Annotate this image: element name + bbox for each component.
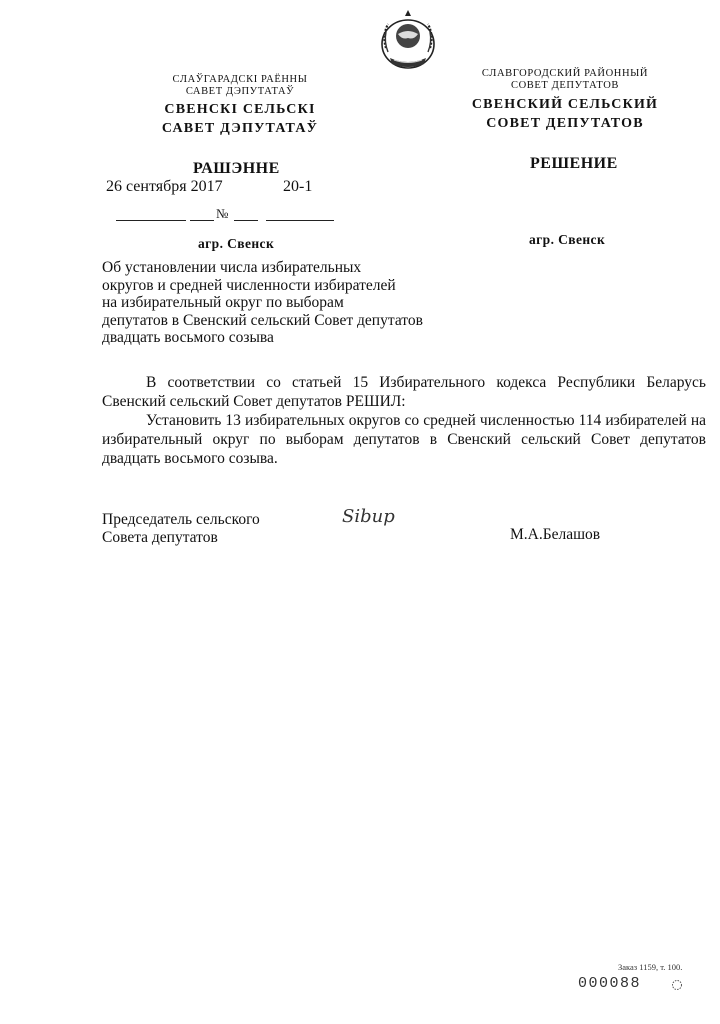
header-right-council-line1: СВЕНСКИЙ СЕЛЬСКИЙ [471,97,659,112]
date-underline-short [190,220,214,221]
title-russian: РЕШЕНИЕ [530,155,618,172]
date-underline [116,220,186,221]
header-left-council-line2: САВЕТ ДЭПУТАТАЎ [161,121,319,136]
subject-line: Об установлении числа избирательных [102,259,362,276]
subject-line: депутатов в Свенский сельский Совет депутатов [102,311,423,329]
number-underline [266,220,334,221]
print-order-note: Заказ 1159, т. 100. [618,962,683,972]
signer-position [102,511,260,547]
number-underline-short [234,220,258,221]
signer-position-line2: Совета депутатов [102,529,218,546]
body-paragraph-resolution: Установить 13 избирательных округов со средней численностью 114 избирателей на избирательный округ по выборам депутатов в Свенский сельский Совет депутатов двадцать восьмого созыва. [102,412,706,467]
state-emblem-icon [376,8,440,72]
header-right-district-line1: СЛАВГОРОДСКИЙ РАЙОННЫЙ [481,68,649,79]
handwritten-signature: Sibup [342,506,395,527]
place-right: агр. Свенск [529,232,606,247]
subject-line: двадцать восьмого созыва [102,329,274,346]
place-left: агр. Свенск [198,236,275,251]
signer-position-line1: Председатель сельского [102,511,260,528]
subject-line: на избирательный округ по выборам [102,294,344,311]
signer-name: М.А.Белашов [510,526,601,543]
decision-number: 20-1 [283,178,313,195]
decision-subject [102,259,502,347]
header-right-district-line2: СОВЕТ ДЕПУТАТОВ [510,80,620,91]
title-belarusian: РАШЭННЕ [193,160,280,177]
decision-date: 26 сентября 2017 [106,178,223,195]
decision-body [102,373,706,468]
body-paragraph-basis: В соответствии со статьей 15 Избирательного кодекса Республики Беларусь Свенский сельский Совет депутатов РЕШИЛ: [102,374,706,410]
form-serial-number: 000088 [578,975,642,992]
subject-line: округов и средней численности избирателей [102,276,396,294]
header-left-council-line1: СВЕНСКІ СЕЛЬСКІ [164,102,316,117]
rosette-mark-icon [670,978,684,992]
header-right-council-line2: СОВЕТ ДЕПУТАТОВ [486,116,644,131]
number-sign: № [216,206,229,221]
header-left-district-line2: САВЕТ ДЭПУТАТАЎ [185,86,295,97]
header-left-district-line1: СЛАЎГАРАДСКІ РАЁННЫ [172,74,308,85]
